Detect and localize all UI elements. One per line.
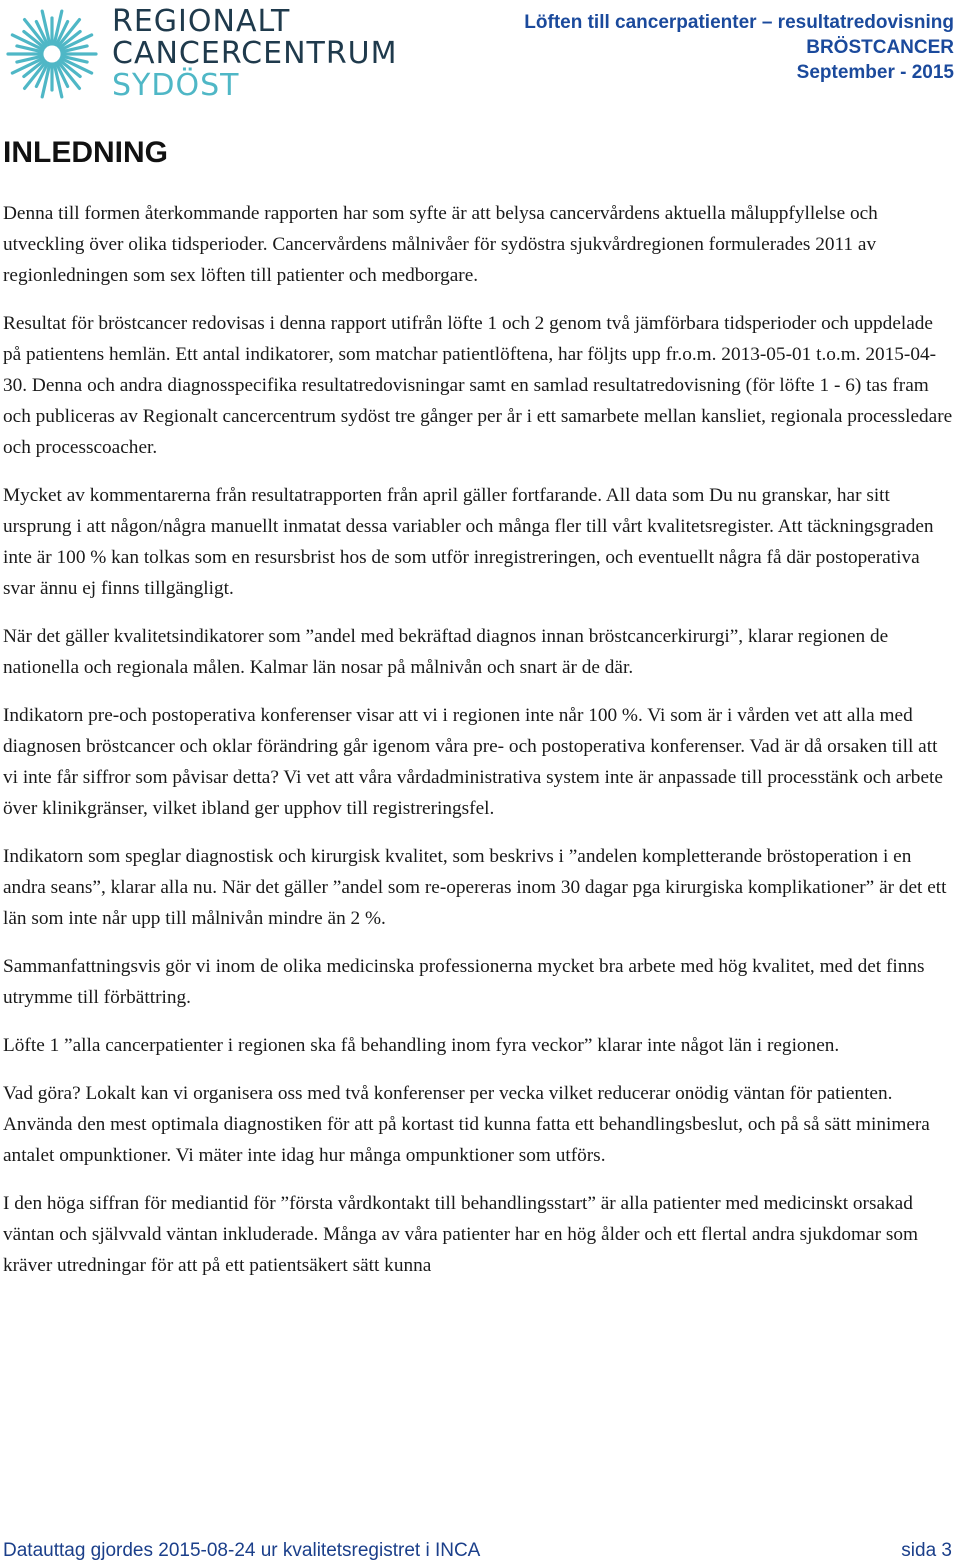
paragraph-6: Indikatorn som speglar diagnostisk och kirurgisk kvalitet, som beskrivs i ”andelen kompletterande bröstoperation i en andra seans”, klarar alla nu. När det gäller ”andel som re-opereras inom 30 dagar pga kirurgiska komplikationer” är det ett län som inte når upp till målnivån mindre än 2 %.	[3, 846, 947, 929]
page-number: sida 3	[901, 1540, 952, 1561]
logo-line-1: REGIONALT	[112, 4, 291, 39]
logo-line-2: CANCERCENTRUM	[112, 36, 398, 71]
paragraph-5: Indikatorn pre-och postoperativa konferenser visar att vi i regionen inte når 100 %. Vi som är i vården vet att alla med diagnosen bröstcancer och oklar förändring går igenom våra pre- och postoperativa konferenser. Vad är då orsaken till att vi inte får siffror som påvisar detta? Vi vet att våra vårdadministrativa system inte är anpassade till processtänk och arbete över klinikgränser, vilket ibland ger upphov till registreringsfel.	[3, 705, 943, 819]
paragraph-9: Vad göra? Lokalt kan vi organisera oss med två konferenser per vecka vilket reducerar onödig väntan för patienten. Använda den mest optimala diagnostiken för att på kortast tid kunna fatta ett behandlingsbeslut, och på så sätt minimera antalet ompunktioner. Vi mäter inte idag hur många ompunktioner som utförs.	[3, 1083, 930, 1166]
paragraph-8: Löfte 1 ”alla cancerpatienter i regionen ska få behandling inom fyra veckor” klarar inte något län i regionen.	[3, 1035, 840, 1056]
logo-line-3: SYDÖST	[112, 68, 240, 103]
page-header	[0, 0, 960, 110]
rcc-logo	[2, 4, 398, 104]
paragraph-2: Resultat för bröstcancer redovisas i denna rapport utifrån löfte 1 och 2 genom två jämförbara tidsperioder och uppdelade på patientens hemlän. Ett antal indikatorer, som matchar patientlöftena, har följts upp fr.o.m. 2013-05-01 t.o.m. 2015-04-30. Denna och andra diagnosspecifika resultatredovisningar samt en samlad resultatredovisning (för löfte 1 - 6) tas fram och publiceras av Regionalt cancercentrum sydöst tre gånger per år i ett samarbete mellan kansliet, regionala processledare och processcoacher.	[3, 313, 953, 458]
logo-wordmark	[112, 6, 398, 102]
report-subtitle: BRÖSTCANCER	[806, 37, 954, 58]
paragraph-4: När det gäller kvalitetsindikatorer som ”andel med bekräftad diagnos innan bröstcancerkirurgi”, klarar regionen de nationella och regionala målen. Kalmar län nosar på målnivån och snart är de där.	[3, 626, 889, 678]
rcc-sunburst-icon	[2, 4, 102, 104]
footer-source-note: Datauttag gjordes 2015-08-24 ur kvalitetsregistret i INCA	[3, 1540, 481, 1561]
paragraph-3: Mycket av kommentarerna från resultatrapporten från april gäller fortfarande. All data som Du nu granskar, har sitt ursprung i att någon/några manuellt inmatat dessa variabler och många fler till vårt kvalitetsregister. Att täckningsgraden inte är 100 % kan tolkas som en resursbrist hos de som utför inregistreringen, och eventuellt några få där postoperativa svar ännu ej finns tillgängligt.	[3, 485, 934, 599]
report-header-info	[524, 10, 954, 85]
paragraph-1: Denna till formen återkommande rapporten har som syfte är att belysa cancervårdens aktuella måluppfyllelse och utveckling över olika tidsperioder. Cancervårdens målnivåer för sydöstra sjukvårdregionen formulerades 2011 av regionledningen som sex löften till patienter och medborgare.	[3, 203, 878, 286]
body-text	[3, 198, 955, 1298]
report-date: September - 2015	[796, 62, 954, 83]
paragraph-10: I den höga siffran för mediantid för ”första vårdkontakt till behandlingsstart” är alla patienter med medicinskt orsakad väntan och självvald väntan inkluderade. Många av våra patienter har en hög ålder och ett flertal andra sjukdomar som kräver utredningar för att på ett patientsäkert sätt kunna	[3, 1193, 918, 1276]
report-title: Löften till cancerpatienter – resultatredovisning	[524, 12, 954, 33]
paragraph-7: Sammanfattningsvis gör vi inom de olika medicinska professionerna mycket bra arbete med hög kvalitet, med det finns utrymme till förbättring.	[3, 956, 925, 1008]
section-heading: INLEDNING	[3, 136, 168, 169]
